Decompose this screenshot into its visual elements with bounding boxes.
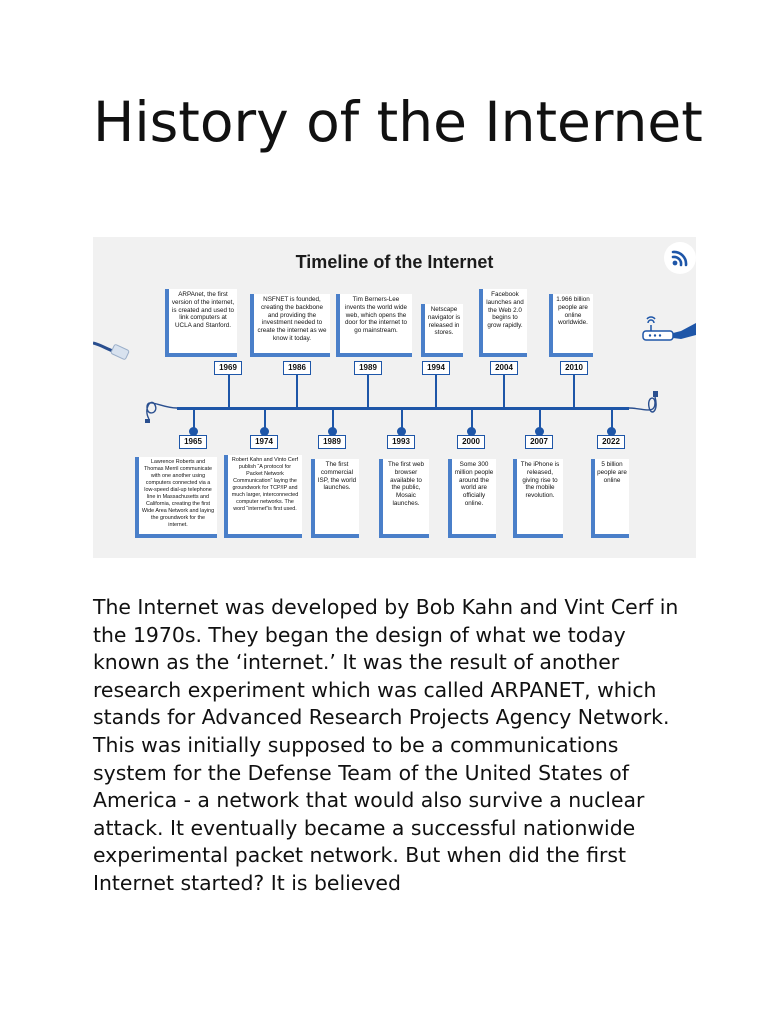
event-caption: 1.966 billion people are online worldwide. xyxy=(549,294,593,357)
event-caption: Tim Berners-Lee invents the world wide web, which opens the door for the internet to go mainstream. xyxy=(336,294,412,357)
router-icon xyxy=(641,315,696,355)
event-caption: Lawrence Roberts and Thomas Merril communicate with one another using computers connected via a low-speed dial-up telephone line in Massachusetts and California, creating the first Wide Area Network and laying the groundwork for the internet. xyxy=(135,457,217,538)
year-label: 1993 xyxy=(387,435,415,449)
infographic-title: Timeline of the Internet xyxy=(295,252,494,272)
event-caption: The iPhone is released, giving rise to the mobile revolution. xyxy=(513,459,563,538)
timeline-axis xyxy=(177,407,629,410)
event-caption: Some 300 million people around the world are officially online. xyxy=(448,459,496,538)
body-paragraph: The Internet was developed by Bob Kahn and Vint Cerf in the 1970s. They began the design of what we today known as the ‘internet.’ It was the result of another research experiment which was called ARPANET, which stands for Advanced Research Projects Agency Network. This was initially supposed to be a communications system for the Defense Team of the United States of America - a network that would also survive a nuclear attack. It eventually became a successful nationwide experimental packet network. But when did the first Internet started? It is believed xyxy=(93,595,679,895)
year-label: 2000 xyxy=(457,435,485,449)
year-label: 1989 xyxy=(318,435,346,449)
event-caption: Facebook launches and the Web 2.0 begins to grow rapidly. xyxy=(479,289,527,357)
year-label: 1969 xyxy=(214,361,242,375)
usb-cable-icon xyxy=(629,387,669,431)
year-label: 2022 xyxy=(597,435,625,449)
year-label: 1965 xyxy=(179,435,207,449)
year-label: 1994 xyxy=(422,361,450,375)
year-label: 2004 xyxy=(490,361,518,375)
year-label: 2007 xyxy=(525,435,553,449)
event-caption: NSFNET is founded, creating the backbone and providing the investment needed to create the internet as we know it today. xyxy=(250,294,330,357)
year-label: 1974 xyxy=(250,435,278,449)
event-caption: The first web browser available to the public, Mosaic launches. xyxy=(379,459,429,538)
event-caption: Netscape navigator is released in stores. xyxy=(421,304,463,357)
event-caption: The first commercial ISP, the world launches. xyxy=(311,459,359,538)
timeline-infographic xyxy=(93,237,696,558)
event-caption: Robert Kahn and Vinto Cerf publish “A protocol for Packet Network Communication” laying the groundwork for TCP/IP and much larger, interconnected computer networks. The word “internet”is first used. xyxy=(224,455,302,538)
wifi-icon xyxy=(664,242,696,274)
power-cable-icon xyxy=(141,389,181,433)
year-label: 2010 xyxy=(560,361,588,375)
year-label: 1989 xyxy=(354,361,382,375)
event-caption: ARPAnet, the first version of the internet, is created and used to link computers at UCLA and Stanford. xyxy=(165,289,237,357)
document-title: History of the Internet xyxy=(93,90,703,154)
event-caption: 5 billion people are online xyxy=(591,459,629,538)
ethernet-plug-icon xyxy=(93,335,133,369)
year-label: 1986 xyxy=(283,361,311,375)
